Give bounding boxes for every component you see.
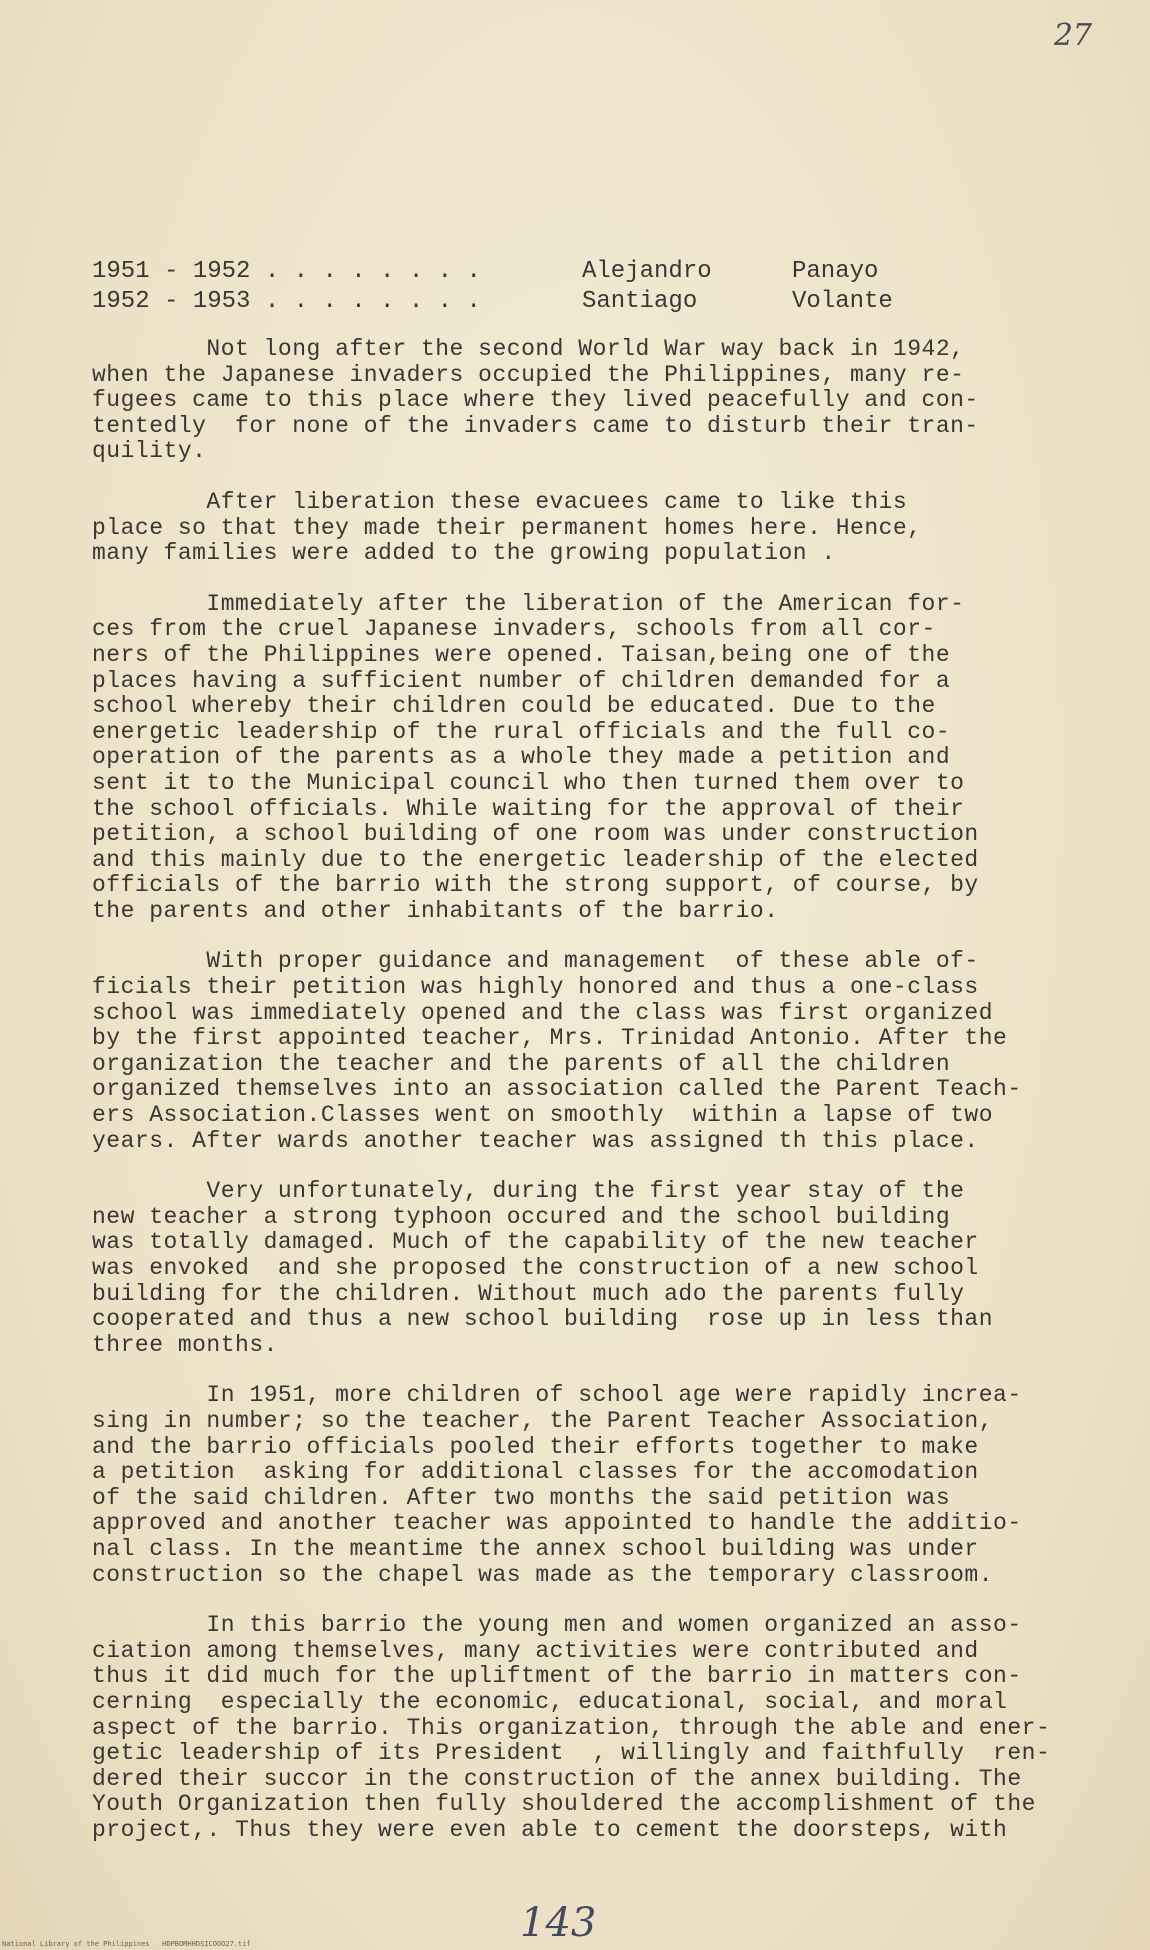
paragraph xyxy=(92,337,1082,465)
text-line: After liberation these evacuees came to like this xyxy=(92,488,908,515)
archive-footer: National Library of the Philippines HDPBOMHHDSICOOO27.tif xyxy=(2,1940,251,1948)
history-body-text xyxy=(92,337,1082,1868)
text-line: places having a sufficient number of children demanded for a xyxy=(92,667,951,694)
text-line: construction so the chapel was made as the temporary classroom. xyxy=(92,1561,994,1588)
text-line: cerning especially the economic, educational, social, and moral xyxy=(92,1688,1008,1715)
paragraph xyxy=(92,949,1082,1154)
text-line: ficials their petition was highly honored and thus a one-class xyxy=(92,974,979,1001)
text-line: sing in number; so the teacher, the Parent Teacher Association, xyxy=(92,1407,994,1434)
text-line: energetic leadership of the rural officials and the full co- xyxy=(92,718,951,745)
official-last-name: Panayo xyxy=(792,258,879,285)
text-line: dered their succor in the construction of the annex building. The xyxy=(92,1765,1022,1792)
bleed-through-text xyxy=(300,165,1100,191)
text-line: when the Japanese invaders occupied the Philippines, many re- xyxy=(92,361,965,388)
text-line: ers Association.Classes went on smoothly within a lapse of two xyxy=(92,1102,994,1129)
text-line: the parents and other inhabitants of the barrio. xyxy=(92,897,779,924)
text-line: place so that they made their permanent homes here. Hence, xyxy=(92,514,922,541)
text-line: sent it to the Municipal council who then turned them over to xyxy=(92,769,965,796)
text-line: nal class. In the meantime the annex school building was under xyxy=(92,1535,979,1562)
term-years: 1952 - 1953 . . . . . . . . xyxy=(92,288,481,315)
official-last-name: Volante xyxy=(792,288,893,315)
text-line: In this barrio the young men and women organized an asso- xyxy=(92,1612,1022,1639)
term-years: 1951 - 1952 . . . . . . . . xyxy=(92,258,481,285)
text-line: a petition asking for additional classes for the accomodation xyxy=(92,1459,979,1486)
text-line: project,. Thus they were even able to cement the doorsteps, with xyxy=(92,1816,1008,1843)
text-line: aspect of the barrio. This organization, through the able and ener- xyxy=(92,1714,1051,1741)
text-line: Very unfortunately, during the first year stay of the xyxy=(92,1178,965,1205)
text-line: the school officials. While waiting for the approval of their xyxy=(92,795,965,822)
text-line: petition, a school building of one room was under construction xyxy=(92,821,979,848)
text-line: officials of the barrio with the strong support, of course, by xyxy=(92,872,979,899)
handwritten-bottom-number: 143 xyxy=(520,1900,597,1946)
text-line: ces from the cruel Japanese invaders, schools from all cor- xyxy=(92,616,936,643)
paragraph xyxy=(92,1179,1082,1358)
paragraph xyxy=(92,592,1082,925)
text-line: years. After wards another teacher was assigned th this place. xyxy=(92,1127,979,1154)
text-line: In 1951, more children of school age were rapidly increa- xyxy=(92,1382,1022,1409)
handwritten-page-number: 27 xyxy=(1053,18,1092,53)
paragraph xyxy=(92,1613,1082,1843)
text-line: three months. xyxy=(92,1331,278,1358)
text-line: school whereby their children could be educated. Due to the xyxy=(92,693,936,720)
text-line: organized themselves into an association called the Parent Teach- xyxy=(92,1076,1022,1103)
text-line: ners of the Philippines were opened. Taisan,being one of the xyxy=(92,641,951,668)
text-line: Immediately after the liberation of the American for- xyxy=(92,590,965,617)
text-line: by the first appointed teacher, Mrs. Trinidad Antonio. After the xyxy=(92,1025,1008,1052)
text-line: With proper guidance and management of these able of- xyxy=(92,948,979,975)
text-line: new teacher a strong typhoon occured and the school building xyxy=(92,1203,951,1230)
text-line: organization the teacher and the parents of all the children xyxy=(92,1050,951,1077)
text-line: approved and another teacher was appointed to handle the additio- xyxy=(92,1510,1022,1537)
official-first-name: Santiago xyxy=(582,288,698,315)
text-line: and the barrio officials pooled their efforts together to make xyxy=(92,1433,979,1460)
text-line: operation of the parents as a whole they made a petition and xyxy=(92,744,951,771)
text-line: ciation among themselves, many activities were contributed and xyxy=(92,1637,979,1664)
text-line: quility. xyxy=(92,438,207,465)
text-line: cooperated and thus a new school building rose up in less than xyxy=(92,1306,994,1333)
text-line: many families were added to the growing population . xyxy=(92,540,836,567)
text-line: of the said children. After two months the said petition was xyxy=(92,1484,951,1511)
official-first-name: Alejandro xyxy=(582,258,712,285)
text-line: and this mainly due to the energetic leadership of the elected xyxy=(92,846,979,873)
text-line: Not long after the second World War way back in 1942, xyxy=(92,336,965,362)
text-line: fugees came to this place where they lived peacefully and con- xyxy=(92,387,979,414)
paragraph xyxy=(92,1383,1082,1588)
text-line: thus it did much for the upliftment of the barrio in matters con- xyxy=(92,1663,1022,1690)
text-line: was envoked and she proposed the construction of a new school xyxy=(92,1255,979,1281)
paragraph xyxy=(92,490,1082,567)
text-line: building for the children. Without much ado the parents fully xyxy=(92,1280,965,1307)
text-line: Youth Organization then fully shouldered the accomplishment of the xyxy=(92,1791,1036,1818)
text-line: was totally damaged. Much of the capability of the new teacher xyxy=(92,1229,979,1256)
text-line: school was immediately opened and the class was first organized xyxy=(92,999,994,1026)
text-line: tentedly for none of the invaders came to disturb their tran- xyxy=(92,412,979,439)
text-line: getic leadership of its President , willingly and faithfully ren- xyxy=(92,1740,1051,1767)
